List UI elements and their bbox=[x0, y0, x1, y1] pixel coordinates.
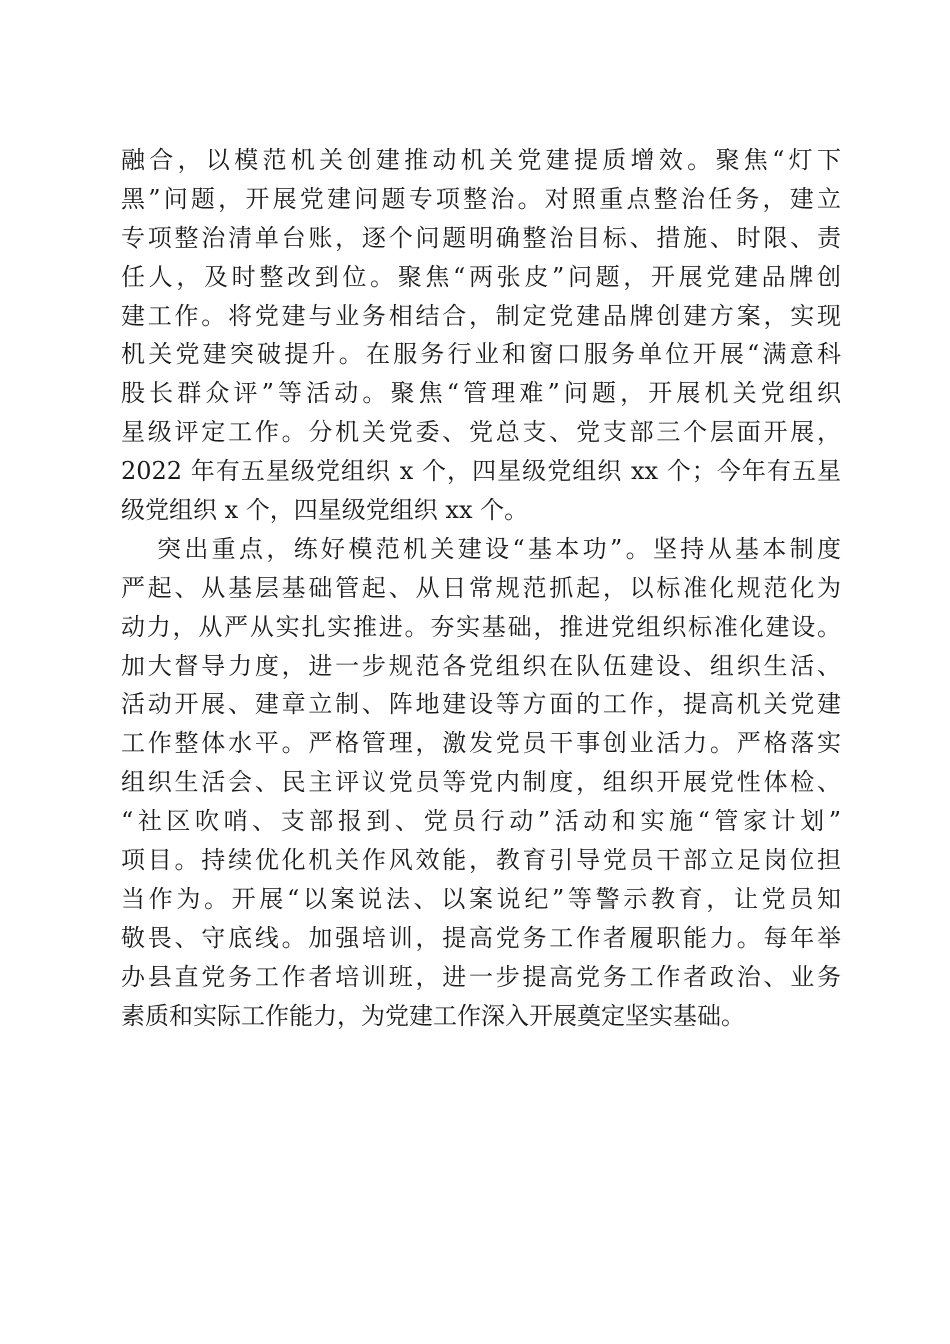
text-line: 专项整治清单台账，逐个问题明确整治目标、措施、时限、责 bbox=[121, 223, 841, 252]
text-line: 敬畏、守底线。加强培训，提高党务工作者履职能力。每年举 bbox=[121, 923, 841, 952]
text-line: 加大督导力度，进一步规范各党组织在队伍建设、组织生活、 bbox=[121, 651, 841, 680]
text-line: 级党组织 x 个，四星级党组织 xx 个。 bbox=[121, 496, 529, 525]
text-line: 星级评定工作。分机关党委、党总支、党支部三个层面开展， bbox=[121, 418, 841, 447]
text-line: 建工作。将党建与业务相结合，制定党建品牌创建方案，实现 bbox=[121, 301, 841, 330]
text-line: 当作为。开展“以案说法、以案说纪”等警示教育，让党员知 bbox=[121, 884, 841, 913]
text-line: 严起、从基层基础管起、从日常规范抓起，以标准化规范化为 bbox=[121, 573, 841, 602]
text-line: 任人，及时整改到位。聚焦“两张皮”问题，开展党建品牌创 bbox=[121, 262, 841, 291]
text-line: 工作整体水平。严格管理，激发党员干事创业活力。严格落实 bbox=[121, 729, 841, 758]
text-line: 突出重点，练好模范机关建设“基本功”。坚持从基本制度 bbox=[157, 534, 841, 563]
text-line: 股长群众评”等活动。聚焦“管理难”问题，开展机关党组织 bbox=[121, 379, 841, 408]
text-line: 融合，以模范机关创建推动机关党建提质增效。聚焦“灯下 bbox=[121, 146, 841, 174]
text-line: 动力，从严从实扎实推进。夯实基础，推进党组织标准化建设。 bbox=[121, 612, 841, 641]
text-line: 办县直党务工作者培训班，进一步提高党务工作者政治、业务 bbox=[121, 962, 841, 991]
text-line: 黑”问题，开展党建问题专项整治。对照重点整治任务，建立 bbox=[121, 184, 841, 213]
text-line: “社区吹哨、支部报到、党员行动”活动和实施“管家计划” bbox=[121, 807, 841, 836]
text-line: 2022 年有五星级党组织 x 个，四星级党组织 xx 个；今年有五星 bbox=[121, 457, 841, 486]
text-line: 活动开展、建章立制、阵地建设等方面的工作，提高机关党建 bbox=[121, 690, 841, 719]
paragraph-model-organ-basics bbox=[121, 530, 841, 1036]
text-line: 机关党建突破提升。在服务行业和窗口服务单位开展“满意科 bbox=[121, 340, 841, 369]
paragraph-party-building-rectification bbox=[121, 141, 841, 530]
text-line: 项目。持续优化机关作风效能，教育引导党员干部立足岗位担 bbox=[121, 846, 841, 875]
text-line: 素质和实际工作能力，为党建工作深入开展奠定坚实基础。 bbox=[121, 1001, 745, 1030]
document-body bbox=[121, 141, 841, 1035]
text-line: 组织生活会、民主评议党员等党内制度，组织开展党性体检、 bbox=[121, 768, 841, 797]
